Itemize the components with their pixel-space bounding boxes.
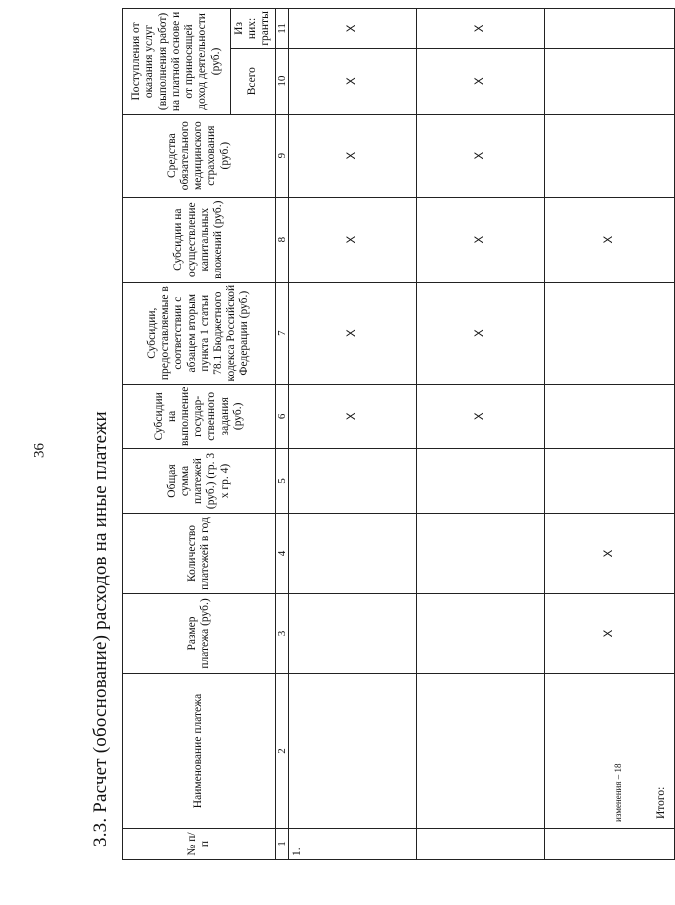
table-row	[289, 9, 417, 860]
cell: X	[289, 114, 417, 197]
total-row	[545, 9, 675, 860]
cell: X	[289, 9, 417, 48]
header-total: Общая сумма платежей (руб.) (гр. 3 х гр. 4)	[123, 449, 276, 514]
table-row	[417, 9, 545, 860]
col-number: 4	[275, 514, 289, 594]
header-name: Наименование платежа	[123, 674, 276, 829]
cell: X	[417, 197, 545, 282]
col-number: 9	[275, 114, 289, 197]
total-label: Итого:	[545, 674, 675, 829]
cell-num: 1.	[289, 829, 417, 860]
cell-name	[289, 674, 417, 829]
page-number: 36	[31, 443, 48, 458]
header-income-total: Всего	[231, 48, 276, 114]
col-number: 11	[275, 9, 289, 48]
header-num: № п/п	[123, 829, 276, 860]
header-size: Размер платежа (руб.)	[123, 594, 276, 674]
cell: X	[545, 197, 675, 282]
cell: X	[289, 48, 417, 114]
cell	[417, 594, 545, 674]
cell: X	[289, 197, 417, 282]
cell: X	[417, 282, 545, 384]
cell	[417, 449, 545, 514]
cell: X	[417, 48, 545, 114]
cell-num	[417, 829, 545, 860]
col-number: 2	[275, 674, 289, 829]
header-state-task: Субсидии на выполнение государ-ственного задания (руб.)	[123, 384, 276, 448]
header-oms: Средства обязательного медицинского страхования (руб.)	[123, 114, 276, 197]
cell: X	[545, 594, 675, 674]
cell	[289, 594, 417, 674]
cell: X	[289, 282, 417, 384]
cell	[545, 48, 675, 114]
cell: X	[417, 9, 545, 48]
header-income-grants: Из них: гранты	[231, 9, 276, 48]
cell: X	[417, 384, 545, 448]
cell-num	[545, 829, 675, 860]
cell	[289, 514, 417, 594]
col-number: 1	[275, 829, 289, 860]
payments-table	[122, 8, 675, 860]
header-count: Количество платежей в год	[123, 514, 276, 594]
cell	[417, 514, 545, 594]
cell: X	[417, 114, 545, 197]
col-number: 10	[275, 48, 289, 114]
header-capital: Субсидии на осуществление капитальных вложений (руб.)	[123, 197, 276, 282]
col-number: 7	[275, 282, 289, 384]
cell	[545, 114, 675, 197]
cell: X	[545, 514, 675, 594]
col-number: 8	[275, 197, 289, 282]
cell	[289, 449, 417, 514]
header-subsidy-78: Субсидии, предоставляемые в соответствии с абзацем вторым пункта 1 статьи 78.1 Бюджетного кодекса Российской Федерации (руб.)	[123, 282, 276, 384]
col-number: 6	[275, 384, 289, 448]
cell	[545, 449, 675, 514]
cell: X	[289, 384, 417, 448]
cell	[545, 384, 675, 448]
col-number: 3	[275, 594, 289, 674]
col-number: 5	[275, 449, 289, 514]
cell	[545, 9, 675, 48]
footer-note: изменения – 18	[613, 763, 623, 822]
cell-name	[417, 674, 545, 829]
header-income: Поступления от оказания услуг (выполнения работ) на платной основе и от приносящей доход деятельности (руб.)	[123, 9, 231, 114]
section-heading: 3.3. Расчет (обоснование) расходов на иные платежи	[90, 411, 111, 847]
cell	[545, 282, 675, 384]
